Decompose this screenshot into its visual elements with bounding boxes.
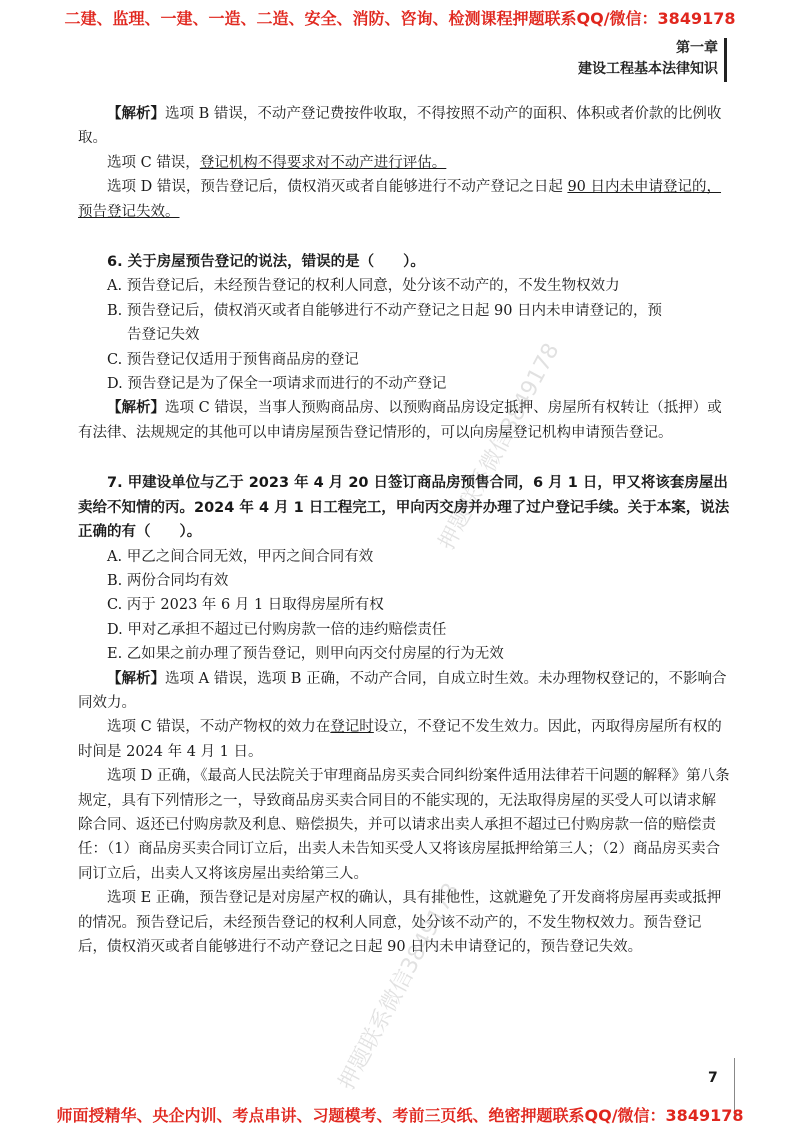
chapter-label: 第一章 xyxy=(676,40,718,56)
question-6-option-b: B. 预告登记后，债权消灭或者自能够进行不动产登记之日起 90 日内未申请登记的，预 xyxy=(107,302,663,319)
question-7-analysis-p4: 选项 E 正确，预告登记是对房屋产权的确认，具有排他性，这就避免了开发商将房屋再卖或抵押的情况。预告登记后，未经预告登记的权利人同意，处分该不动产的，不发生物权效力。预告登记后，债权消灭或者自能够进行不动产登记之日起 90 日内未申请登记的，预告登记失效。 xyxy=(78,890,722,955)
jiexi-tag: 【解析】 xyxy=(107,670,165,687)
question-7-analysis-p1 xyxy=(78,667,730,716)
chapter-title: 建设工程基本法律知识 xyxy=(578,61,718,77)
jiexi-tag: 【解析】 xyxy=(107,106,165,122)
bottom-banner: 师面授精华、央企内训、考点串讲、习题模考、考前三页纸、绝密押题联系QQ/微信：3849178 xyxy=(56,1106,744,1125)
question-6-option-b-cont: 告登记失效 xyxy=(127,327,200,344)
question-7-option-d: D. 甲对乙承担不超过已付购房款一倍的违约赔偿责任 xyxy=(107,621,447,638)
question-7-option-a: A. 甲乙之间合同无效，甲丙之间合同有效 xyxy=(107,548,374,565)
page-number: 7 xyxy=(708,1070,718,1086)
question-6-analysis xyxy=(78,396,730,445)
block1-line3 xyxy=(78,175,730,224)
watermark: 押题联系微信3849178 xyxy=(334,879,465,1095)
top-banner: 二建、监理、一建、一造、二造、安全、消防、咨询、检测课程押题联系QQ/微信：3849178 xyxy=(64,9,736,28)
header-rule xyxy=(724,38,727,82)
block1-line3-underlined: 90 日内未申请登记的，预告登记失效。 xyxy=(78,179,722,220)
question-7-option-c: C. 丙于 2023 年 6 月 1 日取得房屋所有权 xyxy=(107,597,384,614)
block1-line2 xyxy=(78,151,730,175)
question-7-analysis-p2 xyxy=(78,715,730,764)
question-6-option-d: D. 预告登记是为了保全一项请求而进行的不动产登记 xyxy=(107,376,447,393)
question-7-option-e: E. 乙如果之前办理了预告登记，则甲向丙交付房屋的行为无效 xyxy=(107,646,504,663)
q7-p2-c: 设立，不登记不发生效力。因此，丙取得房屋所有权的时间是 2024 年 4 月 1 日。 xyxy=(78,719,722,760)
watermark: 押题联系微信3849178 xyxy=(434,339,565,555)
question-7-analysis-p1-text: 选项 A 错误，选项 B 正确，不动产合同，自成立时生效。未办理物权登记的，不影响合同效力。 xyxy=(78,670,727,711)
block1-text: 选项 B 错误，不动产登记费按件收取，不得按照不动产的面积、体积或者价款的比例收取。 xyxy=(78,106,722,147)
q7-p2-a: 选项 C 错误，不动产物权的效力在 xyxy=(107,719,331,736)
block1-line2-a: 选项 C 错误， xyxy=(107,154,200,171)
q7-p2-underlined: 登记时 xyxy=(330,719,374,736)
question-6-option-c: C. 预告登记仅适用于预售商品房的登记 xyxy=(107,351,359,368)
block1-line1 xyxy=(78,102,730,151)
question-6-analysis-text: 选项 C 错误，当事人预购商品房、以预购商品房设定抵押、房屋所有权转让（抵押）或有法律、法规规定的其他可以申请房屋预告登记情形的，可以向房屋登记机构申请预告登记。 xyxy=(78,400,722,441)
running-header xyxy=(578,38,718,80)
question-6-stem: 6. 关于房屋预告登记的说法，错误的是（ ）。 xyxy=(107,254,425,271)
question-6-option-a: A. 预告登记后，未经预告登记的权利人同意，处分该不动产的，不发生物权效力 xyxy=(107,278,620,295)
jiexi-tag: 【解析】 xyxy=(107,400,165,417)
question-7-stem: 7. 甲建设单位与乙于 2023 年 4 月 20 日签订商品房预售合同，6 月 1 日，甲又将该套房屋出卖给不知情的丙。2024 年 4 月 1 日工程完工，甲向丙交房并办理了过户登记手续。关于本案，说法正确的有（ ）。 xyxy=(78,475,730,541)
question-7-analysis-p3: 选项 D 正确，《最高人民法院关于审理商品房买卖合同纠纷案件适用法律若干问题的解释》第八条规定，具有下列情形之一，导致商品房买卖合同目的不能实现的，无法取得房屋的买受人可以请求解除合同、返还已付购房款及利息、赔偿损失，并可以请求出卖人承担不超过已付购房款一倍的赔偿责任：（1）商品房买卖合同订立后，出卖人未告知买受人又将该房屋抵押给第三人；（2）商品房买卖合同订立后，出卖人又将该房屋出卖给第三人。 xyxy=(78,768,730,882)
block1-line3-a: 选项 D 错误，预告登记后，债权消灭或者自能够进行不动产登记之日起 xyxy=(107,179,568,196)
page-content xyxy=(78,102,730,959)
block1-line2-underlined: 登记机构不得要求对不动产进行评估。 xyxy=(199,154,447,171)
question-7-option-b: B. 两份合同均有效 xyxy=(107,572,229,589)
